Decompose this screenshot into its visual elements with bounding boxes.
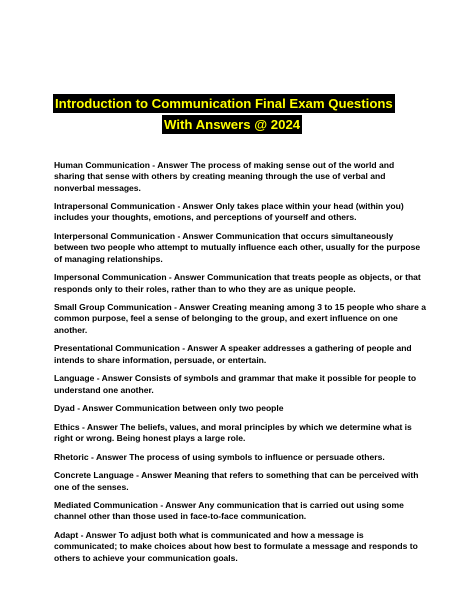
qa-list	[54, 160, 426, 571]
qa-entry-intrapersonal-communication: Intrapersonal Communication - Answer Only takes place within your head (within you) includes your thoughts, emotions, and perceptions of yourself and others.	[54, 201, 404, 223]
title-line-1: Introduction to Communication Final Exam Questions	[55, 96, 393, 111]
qa-entry-concrete-language: Concrete Language - Answer Meaning that refers to something that can be perceived with one of the senses.	[54, 470, 419, 492]
qa-entry-dyad: Dyad - Answer Communication between only two people	[54, 403, 284, 414]
title-line-2: With Answers @ 2024	[164, 117, 301, 132]
qa-entry-rhetoric: Rhetoric - Answer The process of using symbols to influence or persuade others.	[54, 451, 385, 462]
qa-entry-language: Language - Answer Consists of symbols and grammar that make it possible for people to understand one another.	[54, 373, 417, 395]
qa-entry-interpersonal-communication: Interpersonal Communication - Answer Communication that occurs simultaneously between two people who attempt to mutually influence each other, usually for the purpose of managing relationships.	[54, 231, 421, 264]
qa-entry-ethics: Ethics - Answer The beliefs, values, and moral principles by which we determine what is right or wrong. Being honest plays a large role.	[54, 421, 412, 444]
qa-entry-adapt: Adapt - Answer To adjust both what is communicated and how a message is communicated; to make choices about how best to formulate a message and responds to others to achieve your communication goals.	[54, 529, 418, 563]
qa-entry-small-group-communication: Small Group Communication - Answer Creating meaning among 3 to 15 people who share a common purpose, feel a sense of belonging to the group, and exert influence on one another.	[54, 302, 427, 335]
qa-entry-mediated-communication: Mediated Communication - Answer Any communication that is carried out using some channel other than those used in face-to-face communication.	[54, 500, 404, 522]
qa-entry-human-communication: Human Communication - Answer The process of making sense out of the world and sharing that sense with others by creating meaning through the use of verbal and nonverbal messages.	[54, 160, 395, 193]
qa-entry-impersonal-communication: Impersonal Communication - Answer Communication that treats people as objects, or that responds only to their roles, rather than to who they are as unique people.	[54, 272, 421, 294]
qa-entry-presentational-communication: Presentational Communication - Answer A speaker addresses a gathering of people and intends to share information, persuade, or entertain.	[54, 343, 412, 365]
